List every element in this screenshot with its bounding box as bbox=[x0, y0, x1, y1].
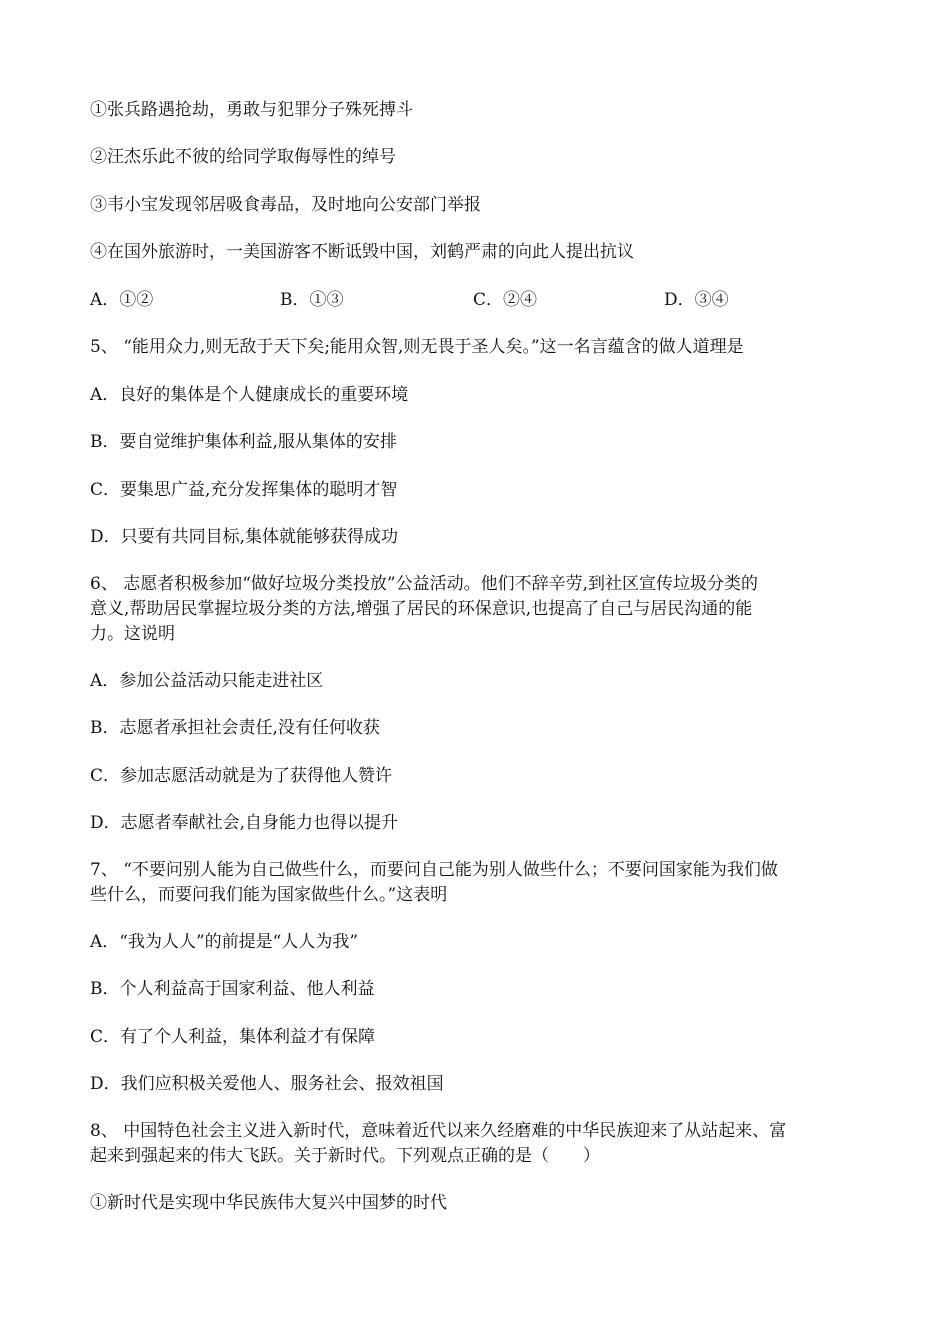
q6-option-b: B．志愿者承担社会责任,没有任何收获 bbox=[90, 718, 380, 738]
q4-option-b: B．①③ bbox=[280, 290, 344, 310]
q5-option-c: C．要集思广益,充分发挥集体的聪明才智 bbox=[90, 480, 398, 500]
q8-stem-line-2: 起来到强起来的伟大飞跃。关于新时代。下列观点正确的是（ ） bbox=[90, 1146, 600, 1166]
q5-stem: 5、 “能用众力,则无敌于天下矣;能用众智,则无畏于圣人矣。”这一名言蕴含的做人道理是 bbox=[90, 337, 744, 357]
q7-stem-line-2: 些什么，而要问我们能为国家做些什么。”这表明 bbox=[90, 885, 448, 905]
q5-option-b: B．要自觉维护集体利益,服从集体的安排 bbox=[90, 432, 397, 452]
q6-option-a: A．参加公益活动只能走进社区 bbox=[90, 671, 324, 691]
q6-stem-line-2: 意义,帮助居民掌握垃圾分类的方法,增强了居民的环保意识,也提高了自己与居民沟通的能 bbox=[90, 599, 753, 619]
q7-option-b: B．个人利益高于国家利益、他人利益 bbox=[90, 979, 375, 999]
q5-option-a: A．良好的集体是个人健康成长的重要环境 bbox=[90, 385, 409, 405]
q5-option-d: D．只要有共同目标,集体就能够获得成功 bbox=[90, 527, 399, 547]
q4-statement-3: ③韦小宝发现邻居吸食毒品，及时地向公安部门举报 bbox=[90, 195, 481, 215]
q7-stem-line-1: 7、 “不要问别人能为自己做些什么，而要问自己能为别人做些什么；不要问国家能为我们做 bbox=[90, 860, 778, 880]
q6-option-c: C．参加志愿活动就是为了获得他人赞许 bbox=[90, 766, 393, 786]
q4-statement-2: ②汪杰乐此不彼的给同学取侮辱性的绰号 bbox=[90, 147, 396, 167]
q4-statement-1: ①张兵路遇抢劫，勇敢与犯罪分子殊死搏斗 bbox=[90, 100, 413, 120]
q8-statement-1: ①新时代是实现中华民族伟大复兴中国梦的时代 bbox=[90, 1193, 447, 1213]
q4-option-d: D．③④ bbox=[664, 290, 729, 310]
q7-option-a: A．“我为人人”的前提是“人人为我” bbox=[90, 932, 359, 952]
q4-options bbox=[90, 288, 870, 313]
q8-stem-line-1: 8、 中国特色社会主义进入新时代，意味着近代以来久经磨难的中华民族迎来了从站起来、富 bbox=[90, 1121, 787, 1141]
q7-option-c: C．有了个人利益，集体利益才有保障 bbox=[90, 1027, 376, 1047]
q6-option-d: D．志愿者奉献社会,自身能力也得以提升 bbox=[90, 813, 399, 833]
q4-option-a: A．①② bbox=[90, 290, 154, 310]
q4-option-c: C．②④ bbox=[473, 290, 538, 310]
q4-statement-4: ④在国外旅游时，一美国游客不断诋毁中国，刘鹤严肃的向此人提出抗议 bbox=[90, 242, 634, 262]
q6-stem-line-1: 6、 志愿者积极参加“做好垃圾分类投放”公益活动。他们不辞辛劳,到社区宣传垃圾分类的 bbox=[90, 574, 759, 594]
q7-option-d: D．我们应积极关爱他人、服务社会、报效祖国 bbox=[90, 1074, 444, 1094]
q6-stem-line-3: 力。这说明 bbox=[90, 624, 175, 644]
